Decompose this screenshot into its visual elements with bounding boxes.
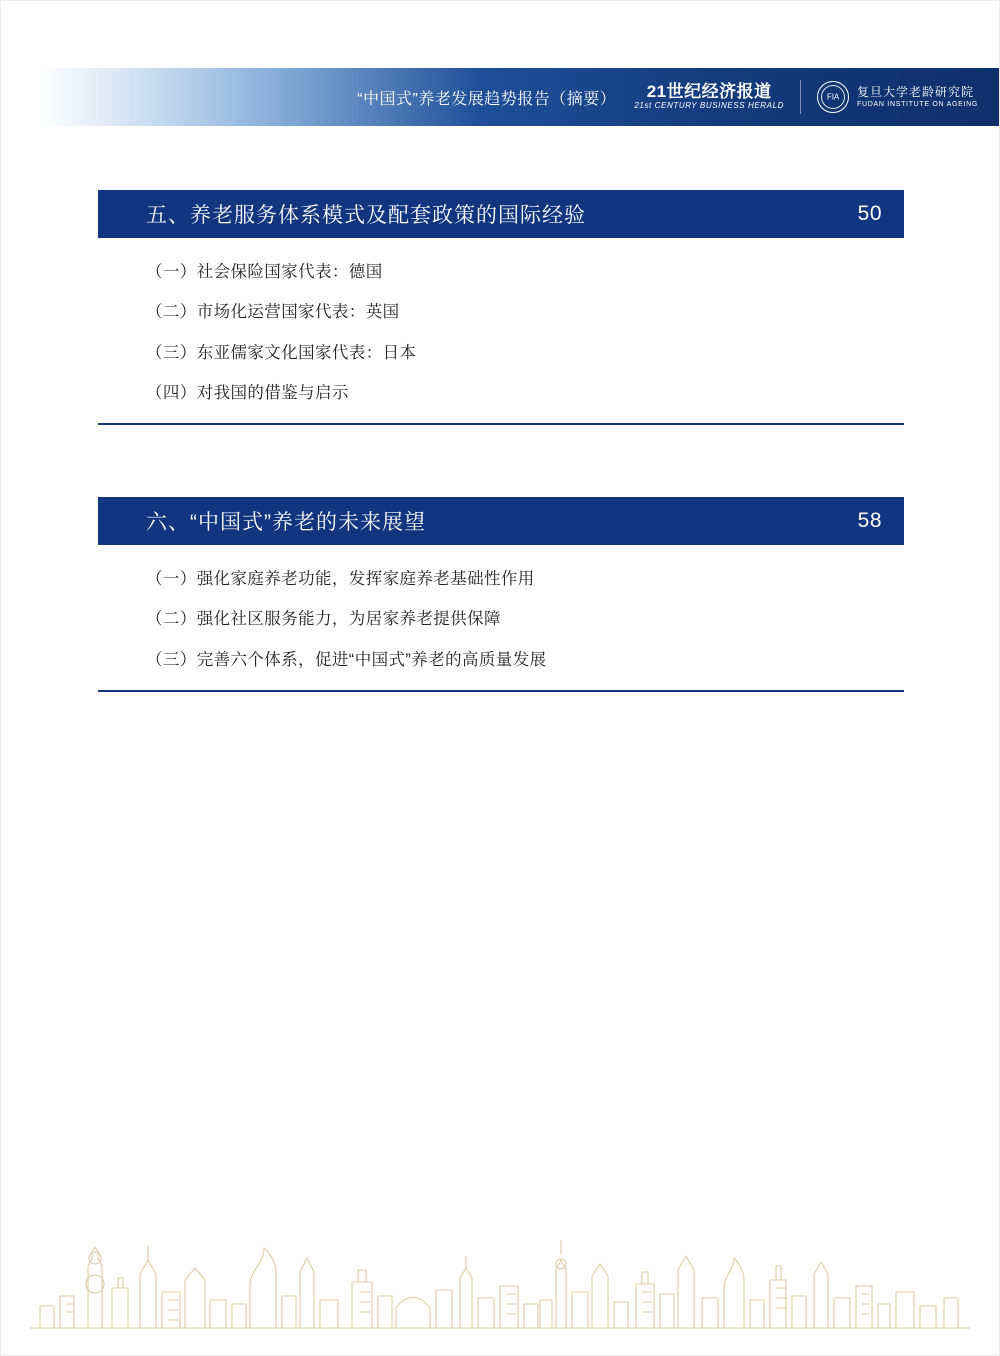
institute-name-en: FUDAN INSTITUTE ON AGEING	[857, 100, 978, 108]
list-item[interactable]: （二）强化社区服务能力，为居家养老提供保障	[146, 610, 501, 629]
toc-section	[98, 497, 904, 692]
toc-section-header[interactable]	[98, 190, 904, 238]
list-item[interactable]: （一）社会保险国家代表：德国	[146, 263, 383, 281]
toc-section-items	[98, 238, 904, 425]
toc-section-items	[98, 545, 904, 692]
institute-seal-icon	[817, 81, 849, 113]
table-of-contents	[98, 190, 904, 764]
toc-section-page-number: 50	[857, 202, 882, 225]
list-item[interactable]: （二）市场化运营国家代表：英国	[146, 303, 400, 322]
toc-section-title: 五、养老服务体系模式及配套政策的国际经验	[146, 204, 586, 227]
toc-section-title: 六、“中国式”养老的未来展望	[146, 511, 426, 535]
publisher-name-cn: 21世纪经济报道	[646, 82, 772, 102]
skyline-decoration-icon	[0, 1200, 1000, 1330]
header-report-title: “中国式”养老发展趋势报告（摘要）	[357, 90, 617, 108]
publisher-name-en: 21st CENTURY BUSINESS HERALD	[634, 101, 785, 111]
publisher-logo	[634, 83, 784, 110]
institute-name-cn: 复旦大学老龄研究院	[857, 84, 975, 99]
list-item[interactable]: （四）对我国的借鉴与启示	[146, 383, 349, 402]
toc-section-page-number: 58	[857, 509, 882, 533]
page-header	[0, 68, 1000, 126]
toc-section-header[interactable]	[98, 497, 904, 545]
publisher-logo-text	[634, 83, 784, 110]
list-item[interactable]: （三）完善六个体系，促进“中国式”养老的高质量发展	[146, 650, 547, 669]
toc-section	[98, 190, 904, 425]
header-divider	[800, 80, 801, 114]
list-item[interactable]: （一）强化家庭养老功能，发挥家庭养老基础性作用	[146, 570, 535, 589]
institute-logo	[817, 81, 978, 113]
list-item[interactable]: （三）东亚儒家文化国家代表：日本	[146, 343, 417, 362]
institute-seal-text: FIA	[826, 92, 840, 102]
institute-logo-text	[857, 85, 978, 109]
